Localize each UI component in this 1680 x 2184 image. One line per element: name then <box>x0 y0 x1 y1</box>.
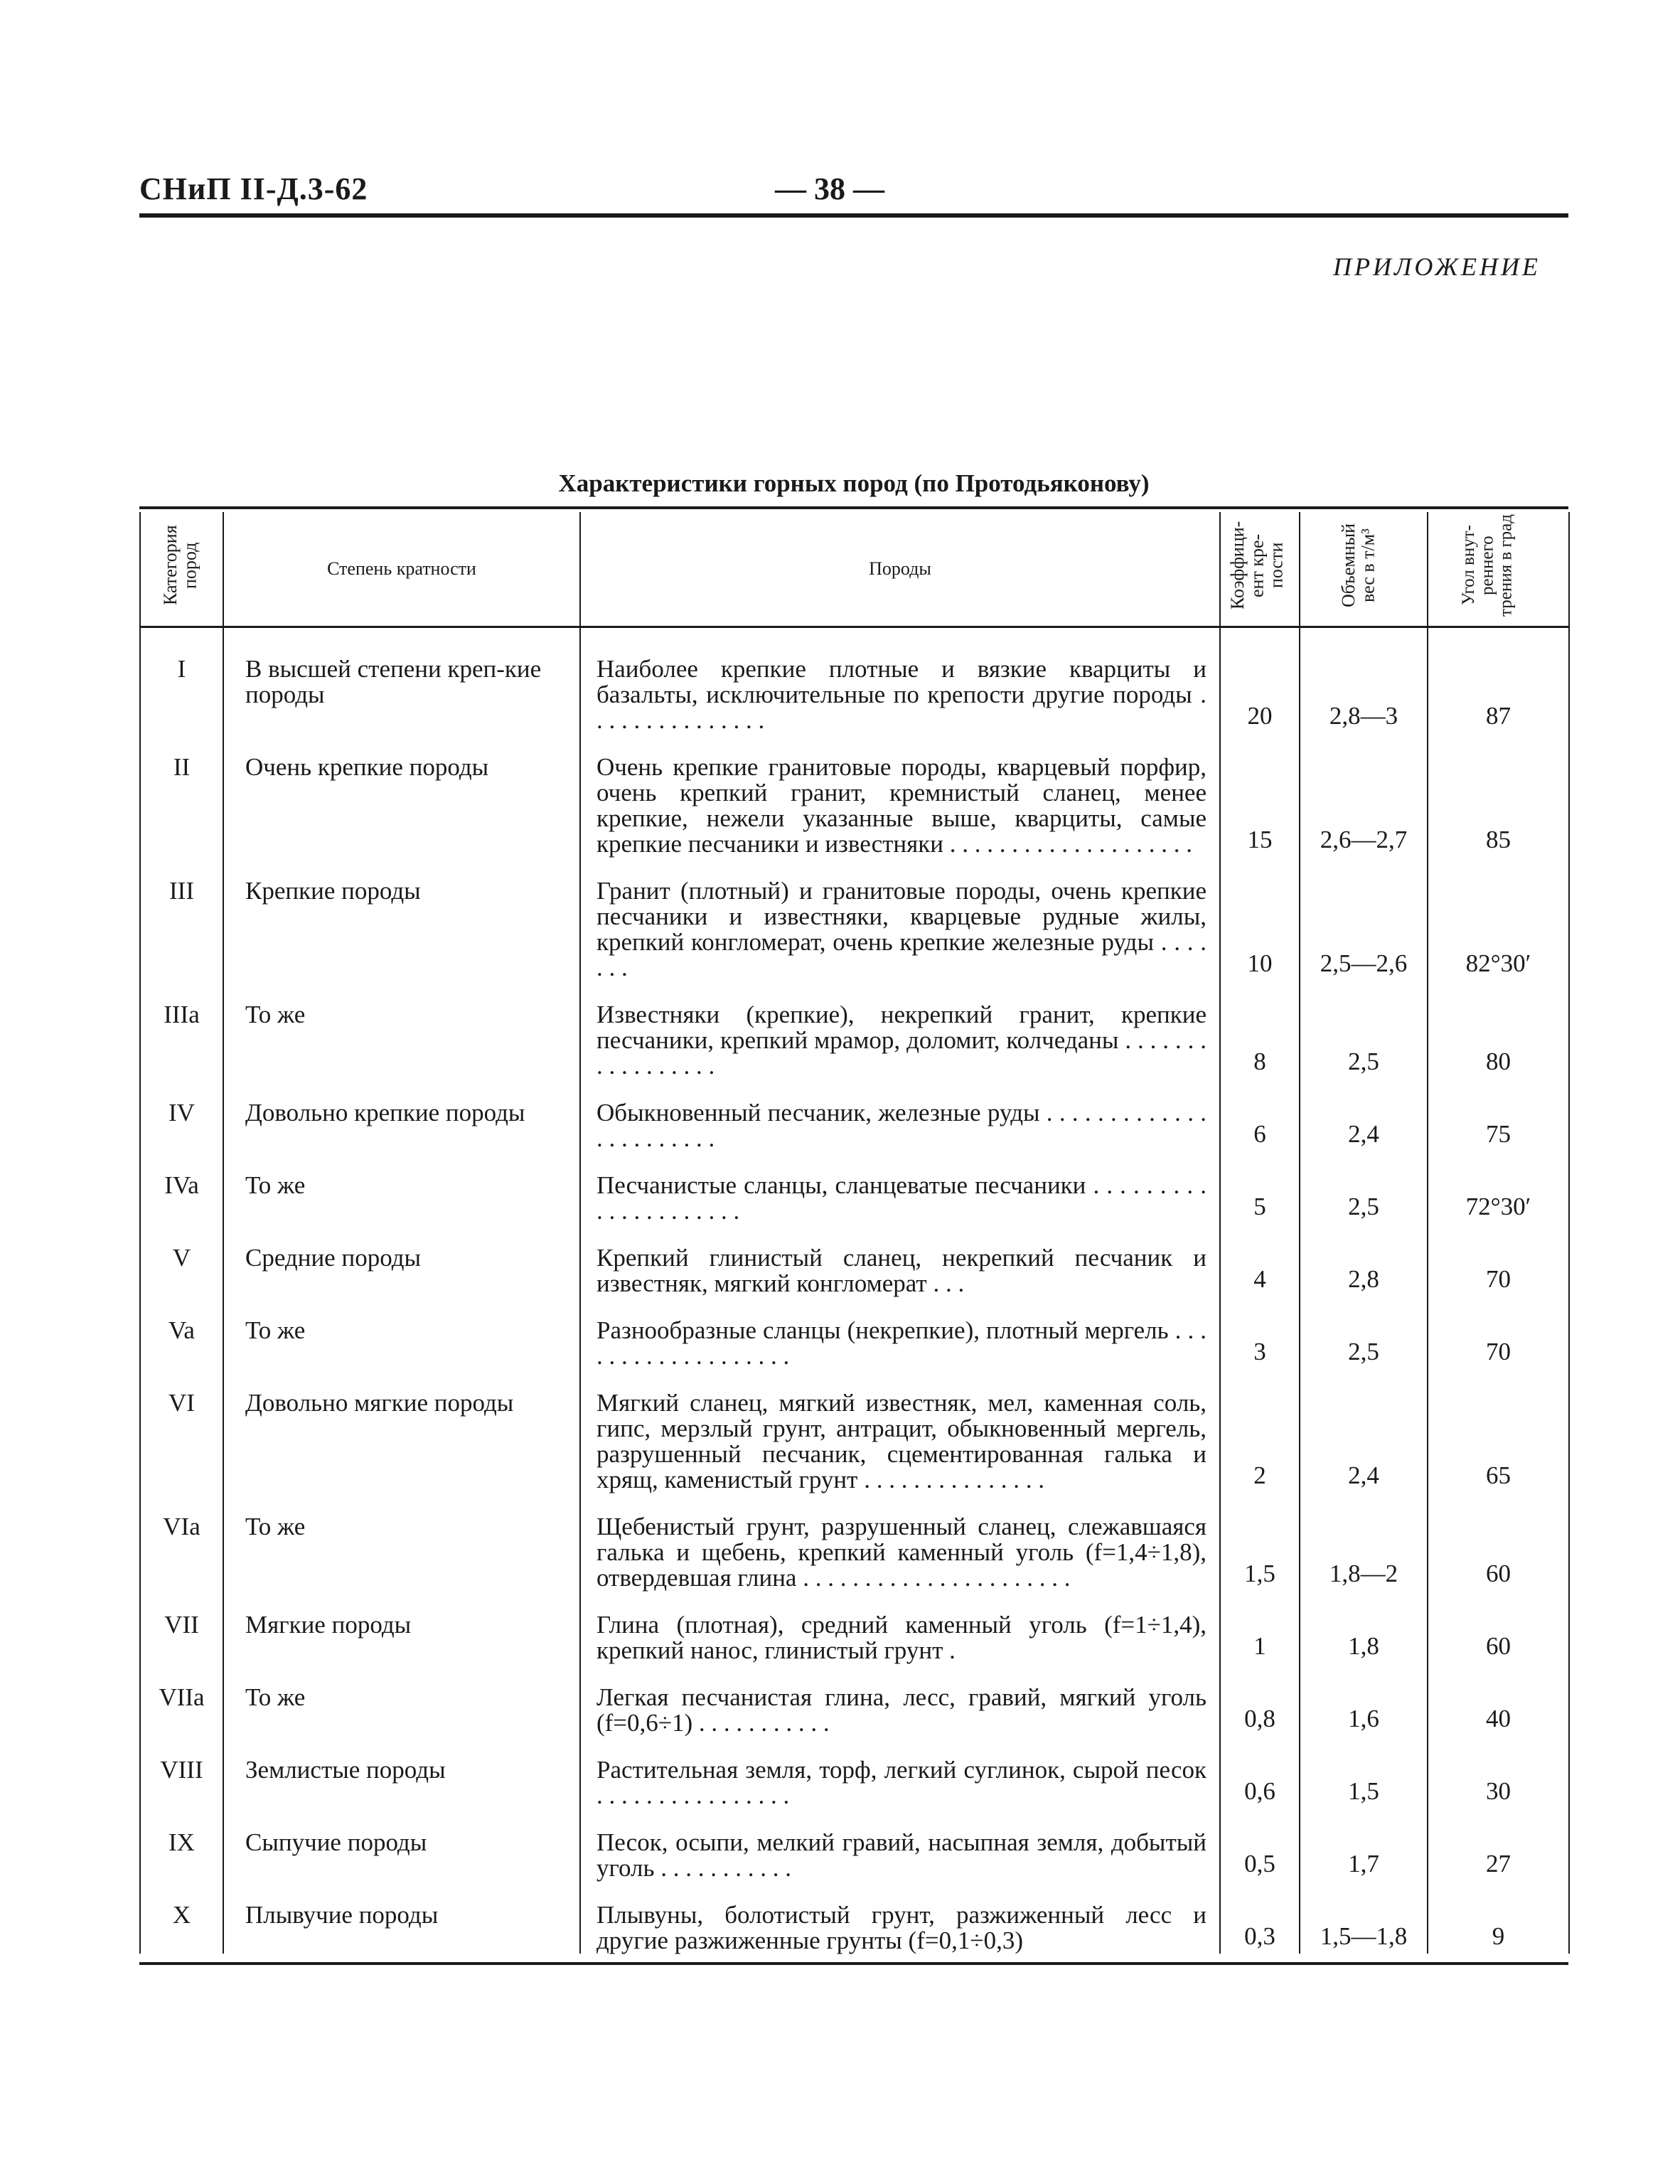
friction-angle-cell: 60 <box>1428 1493 1569 1591</box>
rocks-cell: Наиболее крепкие плотные и вязкие кварциты и базальты, исключительные по крепости другие породы . . . . . . . . . . . . . . . <box>580 627 1220 734</box>
table-row <box>140 981 1569 1079</box>
table-row <box>140 1736 1569 1809</box>
rocks-cell: Очень крепкие гранитовые породы, кварцевый порфир, очень крепкий гранит, кремнистый сланец, менее крепкие, нежели указанные выше, кварциты, самые крепкие песчаники и известняки . . . . . . . . . . . . . . . . . . . . <box>580 733 1220 857</box>
rocks-cell: Глина (плотная), средний каменный уголь (f=1÷1,4), крепкий нанос, глинистый грунт . <box>580 1591 1220 1663</box>
coefficient-cell: 0,6 <box>1220 1736 1300 1809</box>
appendix-label: ПРИЛОЖЕНИЕ <box>1333 252 1541 281</box>
table-row <box>140 1881 1569 1954</box>
table-header-row <box>140 512 1569 627</box>
coefficient-cell: 20 <box>1220 627 1300 734</box>
table-row <box>140 1663 1569 1736</box>
coefficient-cell: 1,5 <box>1220 1493 1300 1591</box>
table-row <box>140 857 1569 981</box>
page-number: — 38 — <box>775 171 884 206</box>
bulk-weight-cell: 1,5 <box>1300 1736 1428 1809</box>
table-row <box>140 627 1569 734</box>
coefficient-cell: 2 <box>1220 1369 1300 1493</box>
bulk-weight-cell: 2,5 <box>1300 1151 1428 1224</box>
degree-cell: Землистые породы <box>223 1736 580 1809</box>
coefficient-cell: 1 <box>1220 1591 1300 1663</box>
col-header-degree: Степень кратности <box>223 512 580 627</box>
degree-cell: То же <box>223 1493 580 1591</box>
rocks-cell: Крепкий глинистый сланец, некрепкий песчаник и известняк, мягкий конгломерат . . . <box>580 1224 1220 1296</box>
degree-cell: То же <box>223 1663 580 1736</box>
rocks-cell: Растительная земля, торф, легкий суглинок, сырой песок . . . . . . . . . . . . . . . . <box>580 1736 1220 1809</box>
table-row <box>140 1079 1569 1151</box>
table-title: Характеристики горных пород (по Протодьяконову) <box>558 469 1150 497</box>
category-cell: X <box>140 1881 223 1954</box>
coefficient-cell: 0,3 <box>1220 1881 1300 1954</box>
category-cell: VIa <box>140 1493 223 1591</box>
coefficient-cell: 8 <box>1220 981 1300 1079</box>
category-cell: VIII <box>140 1736 223 1809</box>
table-bottom-rule <box>139 1962 1568 1965</box>
degree-cell: Довольно крепкие породы <box>223 1079 580 1151</box>
bulk-weight-cell: 2,8—3 <box>1300 627 1428 734</box>
category-cell: V <box>140 1224 223 1296</box>
col-header-category: Категория пород <box>140 512 223 627</box>
degree-cell: То же <box>223 1296 580 1369</box>
bulk-weight-cell: 1,5—1,8 <box>1300 1881 1428 1954</box>
category-cell: VI <box>140 1369 223 1493</box>
coefficient-cell: 0,8 <box>1220 1663 1300 1736</box>
category-cell: IIIa <box>140 981 223 1079</box>
coefficient-cell: 4 <box>1220 1224 1300 1296</box>
bulk-weight-cell: 1,6 <box>1300 1663 1428 1736</box>
degree-cell: Довольно мягкие породы <box>223 1369 580 1493</box>
degree-cell: Плывучие породы <box>223 1881 580 1954</box>
col-header-coefficient: Коэффици- ент кре- пости <box>1220 512 1300 627</box>
table-row <box>140 1151 1569 1224</box>
degree-cell: Средние породы <box>223 1224 580 1296</box>
bulk-weight-cell: 1,7 <box>1300 1809 1428 1881</box>
bulk-weight-cell: 2,4 <box>1300 1079 1428 1151</box>
friction-angle-cell: 9 <box>1428 1881 1569 1954</box>
category-cell: I <box>140 627 223 734</box>
bulk-weight-cell: 1,8—2 <box>1300 1493 1428 1591</box>
coefficient-cell: 0,5 <box>1220 1809 1300 1881</box>
friction-angle-cell: 72°30′ <box>1428 1151 1569 1224</box>
table-row <box>140 1369 1569 1493</box>
col-header-bulk-weight: Объемный вес в т/м³ <box>1300 512 1428 627</box>
friction-angle-cell: 80 <box>1428 981 1569 1079</box>
bulk-weight-cell: 2,5 <box>1300 1296 1428 1369</box>
table-top-rule <box>139 506 1568 509</box>
degree-cell: Очень крепкие породы <box>223 733 580 857</box>
category-cell: Va <box>140 1296 223 1369</box>
rocks-cell: Щебенистый грунт, разрушенный сланец, слежавшаяся галька и щебень, крепкий каменный уголь (f=1,4÷1,8), отвердевшая глина . . . . . . . . . . . . . . . . . . . . . . <box>580 1493 1220 1591</box>
category-cell: IVa <box>140 1151 223 1224</box>
bulk-weight-cell: 2,4 <box>1300 1369 1428 1493</box>
friction-angle-cell: 85 <box>1428 733 1569 857</box>
category-cell: IV <box>140 1079 223 1151</box>
degree-cell: То же <box>223 1151 580 1224</box>
coefficient-cell: 6 <box>1220 1079 1300 1151</box>
friction-angle-cell: 75 <box>1428 1079 1569 1151</box>
friction-angle-cell: 65 <box>1428 1369 1569 1493</box>
rocks-cell: Разнообразные сланцы (некрепкие), плотный мергель . . . . . . . . . . . . . . . . . . . <box>580 1296 1220 1369</box>
degree-cell: То же <box>223 981 580 1079</box>
coefficient-cell: 15 <box>1220 733 1300 857</box>
bulk-weight-cell: 2,5 <box>1300 981 1428 1079</box>
header-rule <box>139 213 1568 218</box>
rocks-cell: Гранит (плотный) и гранитовые породы, очень крепкие песчаники и известняки, кварцевые рудные жилы, крепкий конгломерат, очень крепкие железные руды . . . . . . . <box>580 857 1220 981</box>
col-header-friction-angle: Угол внут- реннего трения в град <box>1428 512 1569 627</box>
category-cell: IX <box>140 1809 223 1881</box>
rocks-cell: Легкая песчанистая глина, лесс, гравий, мягкий уголь (f=0,6÷1) . . . . . . . . . . . <box>580 1663 1220 1736</box>
friction-angle-cell: 82°30′ <box>1428 857 1569 981</box>
table-row <box>140 1296 1569 1369</box>
friction-angle-cell: 70 <box>1428 1224 1569 1296</box>
rocks-cell: Плывуны, болотистый грунт, разжиженный лесс и другие разжиженные грунты (f=0,1÷0,3) <box>580 1881 1220 1954</box>
table-row <box>140 733 1569 857</box>
coefficient-cell: 3 <box>1220 1296 1300 1369</box>
friction-angle-cell: 30 <box>1428 1736 1569 1809</box>
bulk-weight-cell: 2,6—2,7 <box>1300 733 1428 857</box>
friction-angle-cell: 27 <box>1428 1809 1569 1881</box>
rocks-cell: Песчанистые сланцы, сланцеватые песчаники . . . . . . . . . . . . . . . . . . . . . <box>580 1151 1220 1224</box>
table-row <box>140 1493 1569 1591</box>
bulk-weight-cell: 1,8 <box>1300 1591 1428 1663</box>
coefficient-cell: 5 <box>1220 1151 1300 1224</box>
degree-cell: В высшей степени креп-кие породы <box>223 627 580 734</box>
category-cell: VII <box>140 1591 223 1663</box>
bulk-weight-cell: 2,5—2,6 <box>1300 857 1428 981</box>
friction-angle-cell: 87 <box>1428 627 1569 734</box>
bulk-weight-cell: 2,8 <box>1300 1224 1428 1296</box>
rocks-cell: Песок, осыпи, мелкий гравий, насыпная земля, добытый уголь . . . . . . . . . . . <box>580 1809 1220 1881</box>
col-header-rocks: Породы <box>580 512 1220 627</box>
rocks-cell: Обыкновенный песчаник, железные руды . . . . . . . . . . . . . . . . . . . . . . . <box>580 1079 1220 1151</box>
rocks-cell: Мягкий сланец, мягкий известняк, мел, каменная соль, гипс, мерзлый грунт, антрацит, обыкновенный мергель, разрушенный песчаник, сцементированная галька и хрящ, каменистый грунт . . . . . . . . . . . . . . . <box>580 1369 1220 1493</box>
table-row <box>140 1591 1569 1663</box>
category-cell: II <box>140 733 223 857</box>
friction-angle-cell: 60 <box>1428 1591 1569 1663</box>
degree-cell: Крепкие породы <box>223 857 580 981</box>
table-row <box>140 1224 1569 1296</box>
category-cell: III <box>140 857 223 981</box>
degree-cell: Мягкие породы <box>223 1591 580 1663</box>
category-cell: VIIa <box>140 1663 223 1736</box>
coefficient-cell: 10 <box>1220 857 1300 981</box>
friction-angle-cell: 70 <box>1428 1296 1569 1369</box>
document-code: СНиП II-Д.3-62 <box>139 171 368 206</box>
degree-cell: Сыпучие породы <box>223 1809 580 1881</box>
friction-angle-cell: 40 <box>1428 1663 1569 1736</box>
rocks-cell: Известняки (крепкие), некрепкий гранит, крепкие песчаники, крепкий мрамор, доломит, колчеданы . . . . . . . . . . . . . . . . . <box>580 981 1220 1079</box>
table-row <box>140 1809 1569 1881</box>
